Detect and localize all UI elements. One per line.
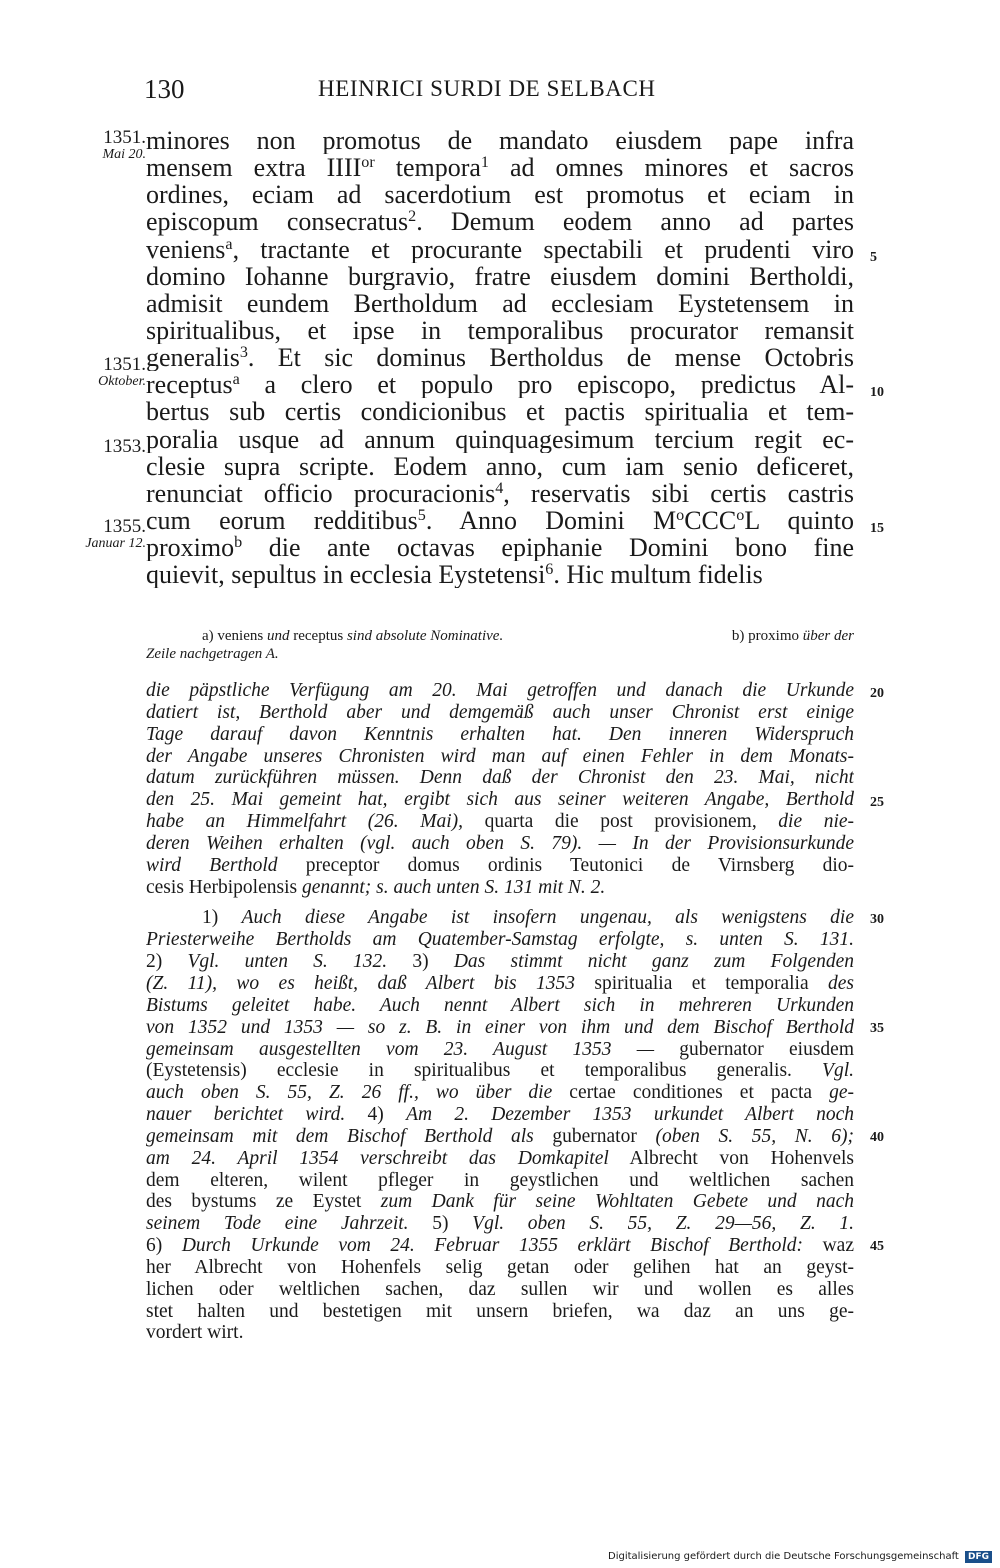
digitization-credit [608, 1551, 992, 1563]
note-line [146, 767, 854, 789]
italic-text: Durch Urkunde vom 24. Februar 1355 erklärt Bischof Berthold: [181, 1235, 803, 1257]
italic-text: Vgl. oben S. 55, Z. 29—56, Z. 1. [472, 1213, 854, 1235]
note-line: 2) Vgl. unten S. 132. 3) Das stimmt nicht ganz zum Folgenden [146, 951, 854, 973]
italic-text: Zeile nachgetragen A. [146, 646, 279, 662]
line-number: 40 [870, 1130, 884, 1145]
main-text [146, 127, 854, 588]
note-line: dem elteren, wilent pfleger in geystlichen und weltlichen sachen [146, 1169, 854, 1191]
note-line: 6) Durch Urkunde vom 24. Februar 1355 erklärt Bischof Berthold: waz [146, 1235, 854, 1257]
text-line: domino Iohanne burgravio, fratre eiusdem domini Bertholdi, [146, 262, 854, 290]
margin-date-detail: Januar 12. [85, 536, 146, 551]
line-number: 10 [870, 385, 884, 400]
margin-date-detail: Oktober. [98, 374, 146, 389]
note-line: stet halten und bestetigen mit unsern briefen, wa daz an uns ge- [146, 1300, 854, 1322]
apparatus-note-b-continued [146, 646, 279, 662]
italic-text: (oben S. 55, N. 6); [655, 1125, 854, 1147]
note-line: am 24. April 1354 verschreibt das Domkapitel Albrecht von Hohenvels [146, 1147, 854, 1169]
italic-text: genannt; s. auch unten S. 131 mit N. 2. [301, 876, 606, 898]
footnote-marker: 6 [545, 561, 554, 579]
text-line: ordines, eciam ad sacerdotium est promotus et eciam in [146, 181, 854, 209]
italic-text: Bistums geleitet habe. Auch nennt Albert sich in mehreren Urkunden [146, 994, 854, 1016]
italic-text: die päpstliche Verfügung am 20. Mai getroffen und danach die Urkunde [146, 680, 854, 701]
italic-text: datiert ist, Berthold aber und demgemäß auch unser Chronist erst einige [146, 701, 854, 723]
italic-text: deren Weihen erhalten (vgl. auch oben S. 79). — In der Provisionsurkunde [146, 832, 854, 854]
text-line: generalis$^3$. Et sic dominus Bertholdus de mense Octobris [146, 344, 854, 372]
footnote-marker: b [234, 534, 243, 552]
margin-date [98, 356, 146, 389]
note-line [146, 746, 854, 768]
italic-text: und [266, 628, 290, 644]
text-line: cum eorum redditibus$^5$. Anno Domini $M^oCCC^oL$ quinto [146, 506, 854, 535]
credit-text: Digitalisierung gefördert durch die Deutsche Forschungsgemeinschaft [608, 1551, 959, 1562]
footnote-marker: or [361, 154, 375, 172]
italic-text: sind absolute Nominative. [346, 628, 504, 644]
text-line: receptus$^a$ a clero et populo pro episcopo, predictus Al- [146, 371, 854, 399]
note-line: habe an Himmelfahrt (26. Mai), quarta die post provisionem, die nie- [146, 811, 854, 833]
italic-text: Am 2. Dezember 1353 urkundet Albert noch [406, 1104, 854, 1126]
margin-date-year: 1351. [103, 354, 146, 375]
text-line: spiritualibus, et ipse in temporalibus procurator remansit [146, 316, 854, 345]
text-line: clesie supra scripte. Eodem anno, cum iam senio deficeret, [146, 452, 854, 480]
line-number: 20 [870, 686, 884, 701]
note-line: nauer berichtet wird. 4) Am 2. Dezember 1353 urkundet Albert noch [146, 1104, 854, 1126]
italic-text: datum zurückführen müssen. Denn daß der Chronist den 23. Mai, nicht [146, 767, 854, 789]
note-line [146, 833, 854, 855]
italic-text: am 24. April 1354 verschreibt das Domkapitel [146, 1147, 609, 1169]
italic-text: zum Dank für seine Wohltaten Gebete und nach [380, 1191, 854, 1213]
note-line: her Albrecht von Hohenfels selig getan oder gelihen hat an geyst- [146, 1256, 854, 1278]
note-line: gemeinsam mit dem Bischof Berthold als gubernator (oben S. 55, N. 6); [146, 1125, 854, 1147]
italic-text: (Z. 11), wo es heißt, daß Albert bis 1353 [146, 972, 575, 994]
italic-text: nauer berichtet wird. [146, 1104, 346, 1126]
margin-date-detail: Mai 20. [102, 147, 146, 162]
running-header [0, 74, 1000, 114]
text-line: poralia usque ad annum quinquagesimum tercium regit ec- [146, 425, 854, 453]
italic-text: habe an Himmelfahrt (26. Mai), [146, 811, 464, 833]
note-line [146, 929, 854, 951]
italic-text: Tage darauf davon Kenntnis erhalten hat. Den inneren Widerspruch [146, 723, 854, 745]
note-gap [146, 898, 854, 907]
italic-text: die nie- [778, 811, 854, 833]
line-number: 45 [870, 1239, 884, 1254]
italic-text: von 1352 und 1353 — so z. B. in einer von ihm und dem Bischof Berthold [146, 1016, 854, 1038]
line-number: 35 [870, 1021, 884, 1036]
text-line: veniens$^a$, tractante et procurante spectabili et prudenti viro [146, 235, 854, 263]
text-line: minores non promotus de mandato eiusdem pape infra [146, 127, 854, 155]
critical-apparatus [146, 627, 854, 663]
text-line: quievit, sepultus in ecclesia Eystetensi$^6$. Hic multum fidelis [146, 561, 763, 589]
italic-text: Vgl. unten S. 132. [187, 951, 388, 973]
apparatus-line [146, 645, 854, 663]
note-line: (Eystetensis) ecclesie in spiritualibus et temporalibus generalis. Vgl. [146, 1060, 854, 1082]
note-line: des bystums ze Eystet zum Dank für seine Wohltaten Gebete und nach [146, 1191, 854, 1213]
line-number: 25 [870, 795, 884, 810]
margin-date-year: 1353. [103, 436, 146, 457]
apparatus-note-a: a) veniens und receptus sind absolute Nominative. [202, 628, 504, 644]
italic-text: auch oben S. 55, Z. 26 ff., wo über die [146, 1082, 553, 1104]
note-line: auch oben S. 55, Z. 26 ff., wo über die certae conditiones et pacta ge- [146, 1082, 854, 1104]
italic-text: Priesterweihe Bertholds am Quatember-Samstag erfolgte, s. unten S. 131. [146, 929, 854, 951]
italic-text: den 25. Mai gemeint hat, ergibt sich aus seiner weiteren Angabe, Berthold [146, 789, 854, 811]
note-line: gemeinsam ausgestellten vom 23. August 1353 — gubernator eiusdem [146, 1038, 854, 1060]
note-line [146, 702, 854, 724]
text-line: admisit eundem Bertholdum ad ecclesiam Eystetensem in [146, 289, 854, 317]
footnotes [146, 680, 854, 1344]
italic-text: gemeinsam ausgestellten vom 23. August 1353 — [146, 1038, 655, 1060]
italic-text: gemeinsam mit dem Bischof Berthold als [146, 1125, 534, 1147]
footnote-marker: a [225, 235, 233, 253]
footnote-marker: o [736, 507, 745, 525]
note-line [146, 1017, 854, 1039]
margin-date-year: 1351. [103, 127, 146, 148]
footnote-marker: o [676, 507, 685, 525]
footnote-marker: 3 [239, 344, 248, 362]
italic-text: des [828, 972, 854, 994]
italic-text: Vgl. [822, 1060, 854, 1082]
margin-date [103, 438, 146, 456]
note-line: lichen oder weltlichen sachen, daz sullen wir und wollen es alles [146, 1278, 854, 1300]
text-line: bertus sub certis condicionibus et pactis spiritualia et tem- [146, 398, 854, 426]
text-line: mensem extra $IIII^{or}$ tempora$^1$ ad omnes minores et sacros [146, 154, 854, 182]
italic-text: der Angabe unseres Chronisten wird man auf einen Fehler in dem Monats- [146, 745, 854, 767]
note-line: 1) Auch diese Angabe ist insofern ungenau, als wenigstens die [202, 907, 854, 929]
apparatus-note-b: b) proximo über der [731, 628, 854, 644]
note-line: vordert wirt. [146, 1322, 244, 1344]
italic-text: ge- [829, 1082, 854, 1104]
italic-text: seinem Tode eine Jahrzeit. [146, 1213, 409, 1235]
footnote-marker: 4 [495, 479, 504, 497]
margin-date-year: 1355. [103, 516, 146, 537]
note-line: cesis Herbipolensis genannt; s. auch unten S. 131 mit N. 2. [146, 876, 606, 898]
italic-text: über der [802, 628, 854, 644]
text-line: renunciat officio procuracionis$^4$, reservatis sibi certis castris [146, 479, 854, 507]
italic-text: wird Berthold [146, 854, 278, 876]
footnote-marker: 2 [408, 208, 417, 226]
note-line: (Z. 11), wo es heißt, daß Albert bis 1353 spiritualia et temporalia des [146, 972, 854, 994]
apparatus-line [146, 627, 854, 645]
note-line [146, 724, 854, 746]
dfg-logo: DFG [965, 1551, 992, 1563]
footnote-marker: 5 [417, 507, 426, 525]
note-line [146, 995, 854, 1017]
running-title: HEINRICI SURDI DE SELBACH [318, 76, 656, 101]
text-line: episcopum consecratus$^2$. Demum eodem anno ad partes [146, 208, 854, 236]
note-line [146, 789, 854, 811]
note-line: seinem Tode eine Jahrzeit. 5) Vgl. oben S. 55, Z. 29—56, Z. 1. [146, 1213, 854, 1235]
page-number: 130 [144, 74, 185, 104]
text-line: proximo$^b$ die ante octavas epiphanie Domini bono fine [146, 534, 854, 562]
italic-text: Auch diese Angabe ist insofern ungenau, als wenigstens die [241, 907, 854, 929]
line-number: 30 [870, 912, 884, 927]
line-number: 5 [870, 250, 877, 265]
note-line: wird Berthold preceptor domus ordinis Teutonici de Virnsberg dio- [146, 854, 854, 876]
line-number: 15 [870, 521, 884, 536]
italic-text: Das stimmt nicht ganz zum Folgenden [453, 951, 854, 973]
footnote-marker: 1 [480, 154, 489, 172]
margin-date [102, 129, 146, 162]
footnote-marker: a [232, 371, 240, 389]
margin-date [85, 518, 146, 551]
note-line [146, 680, 854, 702]
